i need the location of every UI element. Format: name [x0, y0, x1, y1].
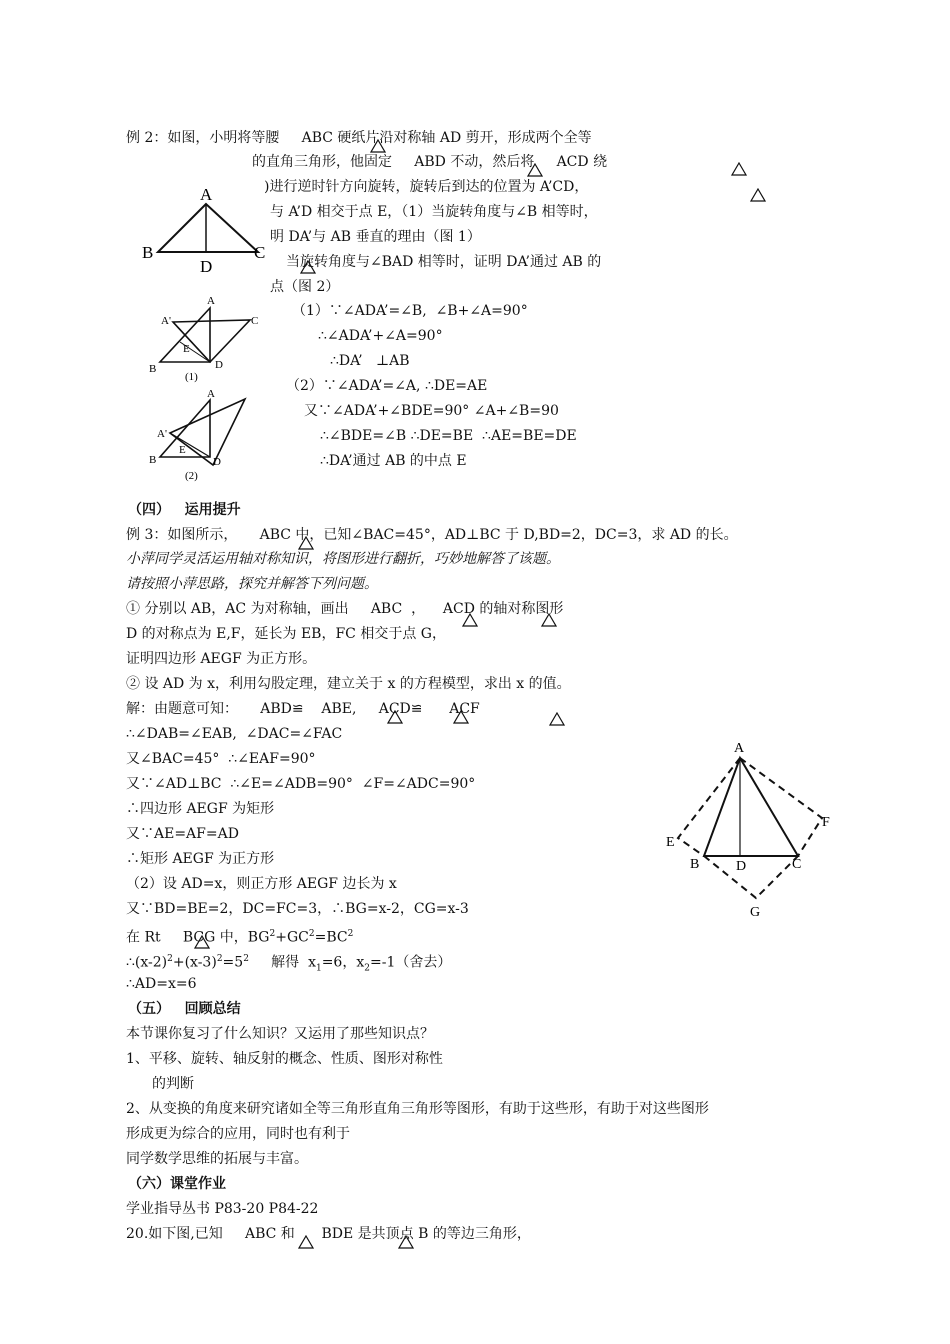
sec5-line-4: 2、从变换的角度来研究诸如全等三角形直角三角形等图形，有助于这些形，有助于对这些图形 — [126, 1101, 709, 1117]
label-a-prime: A' — [157, 428, 167, 440]
ex2-line-7: 点（图 2） — [270, 279, 340, 295]
sec4-line-2: 小萍同学灵活运用轴对称知识，将图形进行翻折，巧妙地解答了该题。 — [126, 551, 560, 567]
ex2-line-6: 当旋转角度与∠BAD 相等时，证明 DA’通过 AB 的 — [286, 254, 602, 270]
triangle-symbol-icon — [453, 710, 469, 724]
sec4-line-18: $\therefore(x-2)^2+(x-3)^2=5^2$ 解得 $x_1=6$，$x_2=-1$（舍去） — [126, 954, 452, 974]
triangle-symbol-icon — [527, 163, 543, 177]
sec4-line-19: ∴AD=x=6 — [126, 976, 197, 992]
label-e: E — [179, 444, 186, 456]
label-a: A — [200, 185, 213, 204]
label-a: A — [734, 741, 745, 756]
ex2-line-5: 明 DA’与 AB 垂直的理由（图 1） — [270, 229, 481, 245]
triangle-symbol-icon — [298, 536, 314, 550]
label-d: D — [200, 257, 213, 275]
sec4-line-17: 在 Rt BCG 中，$BG^2+GC^2=BC^2$ — [126, 929, 354, 946]
ex2-step-5: 又∵∠ADA’+∠BDE=90° ∠A+∠B=90 — [304, 403, 559, 419]
sec4-line-11: 又∵∠AD⊥BC ∴∠E=∠ADB=90° ∠F=∠ADC=90° — [126, 776, 476, 792]
label-a: A — [207, 295, 215, 307]
sec4-line-8: 解：由题意可知： ABD≌ ABE, ACD≌ ACF — [126, 701, 480, 717]
sec5-line-3: 的判断 — [152, 1076, 194, 1092]
label-e: E — [666, 835, 675, 850]
label-e: E — [183, 343, 190, 355]
label-f: F — [822, 815, 830, 830]
section-4-title: （四） 运用提升 — [128, 502, 241, 518]
label-a: A — [207, 388, 215, 400]
sec4-line-7: ② 设 AD 为 x，利用勾股定理，建立关于 x 的方程模型，求出 x 的值。 — [126, 676, 571, 692]
sec4-line-6: 证明四边形 AEGF 为正方形。 — [126, 651, 317, 667]
label-a-prime: A' — [161, 315, 171, 327]
label-c: C — [792, 857, 802, 872]
section-5-title: （五） 回顾总结 — [128, 1001, 241, 1017]
sec4-line-9: ∴∠DAB=∠EAB, ∠DAC=∠FAC — [126, 726, 343, 742]
figure-caption-1: (1) — [185, 371, 198, 383]
triangle-symbol-icon — [462, 613, 478, 627]
ex2-step-3: ∴DA’ ⊥AB — [330, 353, 410, 369]
sec4-line-1: 例 3：如图所示， ABC 中，已知∠BAC=45°，AD⊥BC 于 D,BD=2，DC=3，求 AD 的长。 — [126, 527, 738, 543]
triangle-symbol-icon — [387, 710, 403, 724]
label-d: D — [215, 359, 223, 371]
label-d: D — [736, 859, 747, 874]
ex2-line-2: 的直角三角形，他固定 ABD 不动，然后将 ACD 绕 — [252, 154, 608, 170]
ex2-line-3: )进行逆时针方向旋转，旋转后到达的位置为 A’CD， — [264, 179, 589, 195]
figure-rotation-2 — [145, 385, 265, 485]
ex2-step-6: ∴∠BDE=∠B ∴DE=BE ∴AE=BE=DE — [320, 428, 577, 444]
sec4-line-10: 又∠BAC=45° ∴∠EAF=90° — [126, 751, 316, 767]
sec4-line-12: ∴四边形 AEGF 为矩形 — [126, 801, 275, 817]
sec4-line-5: D 的对称点为 E,F，延长为 EB，FC 相交于点 G， — [126, 626, 446, 642]
ex2-line-4: 与 A’D 相交于点 E，（1）当旋转角度与∠B 相等时， — [270, 204, 598, 220]
label-b: B — [142, 243, 154, 262]
label-g: G — [750, 905, 761, 920]
sec6-line-1: 学业指导丛书 P83-20 P84-22 — [126, 1201, 319, 1217]
triangle-symbol-icon — [398, 1235, 414, 1249]
ex2-step-7: ∴DA’通过 AB 的中点 E — [320, 453, 467, 469]
sec4-line-14: ∴矩形 AEGF 为正方形 — [126, 851, 275, 867]
triangle-symbol-icon — [541, 613, 557, 627]
sec5-line-6: 同学数学思维的拓展与丰富。 — [126, 1151, 308, 1167]
figure-rotation-1 — [145, 290, 265, 385]
label-c: C — [254, 243, 266, 262]
ex2-step-2: ∴∠ADA’+∠A=90° — [318, 328, 443, 344]
sec4-line-15: （2）设 AD=x，则正方形 AEGF 边长为 x — [126, 876, 397, 892]
ex2-step-4: （2）∵∠ADA’=∠A, ∴DE=AE — [286, 378, 488, 394]
figure-square-fold — [660, 722, 850, 922]
section-6-title: （六）课堂作业 — [128, 1176, 226, 1192]
sec6-line-2: 20.如下图,已知 ABC 和 BDE 是共顶点 B 的等边三角形， — [126, 1226, 531, 1242]
label-d: D — [213, 456, 221, 468]
triangle-symbol-icon — [194, 935, 210, 949]
sec4-line-16: 又∵BD=BE=2，DC=FC=3，∴BG=x-2，CG=x-3 — [126, 901, 469, 917]
sec5-line-2: 1、平移、旋转、轴反射的概念、性质、图形对称性 — [126, 1051, 443, 1067]
sec5-line-1: 本节课你复习了什么知识？又运用了那些知识点？ — [126, 1026, 434, 1042]
triangle-symbol-icon — [731, 162, 747, 176]
sec4-line-13: 又∵AE=AF=AD — [126, 826, 239, 842]
triangle-symbol-icon — [298, 1235, 314, 1249]
figure-caption-2: (2) — [185, 470, 198, 482]
sec5-line-5: 形成更为综合的应用，同时也有利于 — [126, 1126, 350, 1142]
label-c: C — [251, 315, 259, 327]
ex2-step-1: （1）∵∠ADA’=∠B, ∠B+∠A=90° — [292, 303, 528, 319]
label-b: B — [149, 363, 157, 375]
label-b: B — [690, 857, 700, 872]
triangle-symbol-icon — [300, 260, 316, 274]
triangle-symbol-icon — [750, 188, 766, 202]
label-b: B — [149, 454, 157, 466]
figure-isosceles-triangle — [138, 180, 270, 275]
ex2-line-1: 例 2：如图，小明将等腰 ABC 硬纸片沿对称轴 AD 剪开，形成两个全等 — [126, 130, 592, 146]
sec4-line-3: 请按照小萍思路，探究并解答下列问题。 — [126, 576, 378, 592]
triangle-symbol-icon — [370, 139, 386, 153]
sec4-line-4: ① 分别以 AB，AC 为对称轴，画出 ABC ， ACD 的轴对称图形 — [126, 601, 564, 617]
triangle-symbol-icon — [549, 712, 565, 726]
